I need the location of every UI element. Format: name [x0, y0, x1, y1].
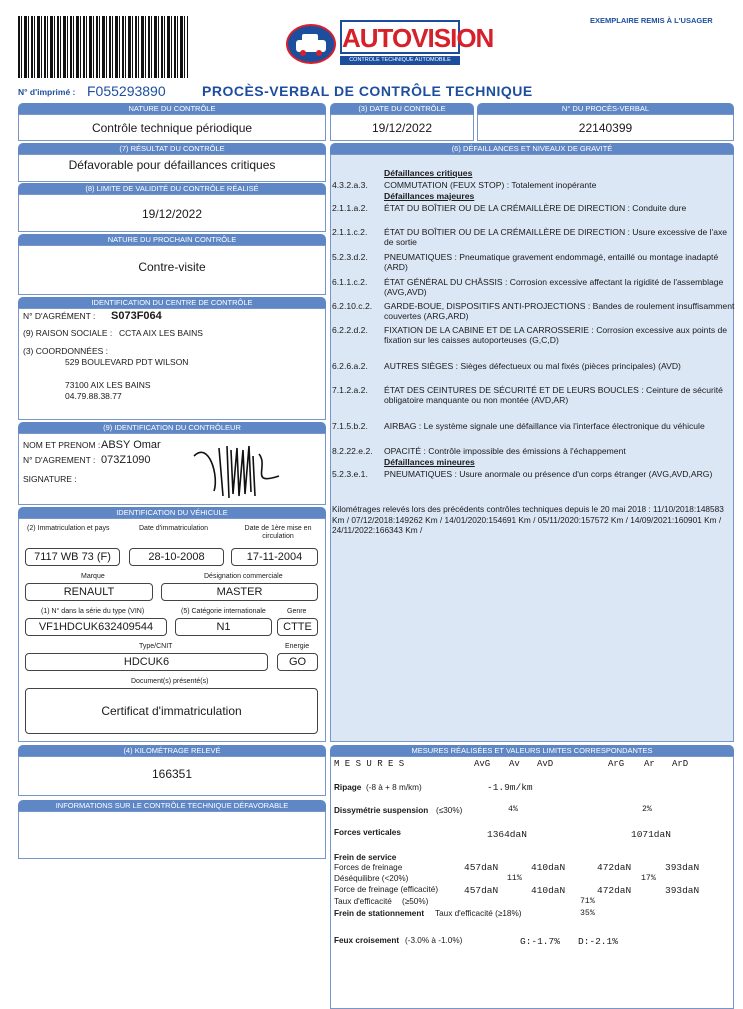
date-circ-value: 17-11-2004 — [231, 548, 318, 566]
taux-label: Taux d'efficacité — [334, 897, 392, 906]
defaillance-item: 7.1.5.b.2. AIRBAG : Le système signale une défaillance via l'interface électronique du véhicule — [332, 421, 705, 431]
centre-phone: 04.79.88.38.77 — [65, 391, 122, 401]
prochain-header: NATURE DU PROCHAIN CONTRÔLE — [18, 234, 326, 245]
col-arg: ArG — [608, 759, 625, 769]
adresse-line1: 529 BOULEVARD PDT WILSON — [65, 357, 189, 367]
nature-value: Contrôle technique périodique — [91, 121, 253, 135]
vin-label: (1) N° dans la série du type (VIN) — [41, 608, 145, 615]
mesures-col-title: M E S U R E S — [334, 759, 405, 769]
ffe-label: Force de freinage (efficacité) — [334, 885, 439, 894]
centre-agrement-label: N° D'AGRÉMENT : — [23, 311, 96, 321]
forces-freinage-label: Forces de freinage — [334, 863, 403, 872]
col-ard: ArD — [672, 759, 689, 769]
dissym-label: Dissymétrie suspension — [334, 806, 429, 815]
stationnement-label: Frein de stationnement — [334, 909, 425, 918]
ffe-arg: 472daN — [597, 885, 632, 896]
coord-label: (3) COORDONNÉES : — [23, 346, 109, 356]
controleur-header: (9) IDENTIFICATION DU CONTRÔLEUR — [18, 422, 326, 433]
raison-value: CCTA AIX LES BAINS — [119, 328, 203, 338]
exemplaire-note: EXEMPLAIRE REMIS À L'USAGER — [590, 16, 713, 25]
col-avg: AvG — [474, 759, 491, 769]
nature-box — [18, 114, 326, 141]
feux-d: D:-2.1% — [578, 936, 618, 947]
prochain-box — [18, 245, 326, 295]
nature-header: NATURE DU CONTRÔLE — [18, 103, 326, 114]
dissym-ar: 2% — [642, 805, 652, 814]
date-box — [330, 114, 474, 141]
validite-header: (8) LIMITE DE VALIDITÉ DU CONTRÔLE RÉALISÉ — [18, 183, 326, 194]
kilometrage-header: (4) KILOMÉTRAGE RELEVÉ — [18, 745, 326, 756]
feux-limit: (-3.0% à -1.0%) — [405, 936, 463, 945]
forces-verticales-ar: 1071daN — [631, 829, 671, 840]
date-header: (3) DATE DU CONTRÔLE — [330, 103, 474, 114]
designation-label: Désignation commerciale — [204, 573, 283, 580]
categorie-label: (5) Catégorie internationale — [181, 608, 266, 615]
prochain-value: Contre-visite — [138, 260, 206, 274]
pv-box — [477, 114, 734, 141]
date-value: 19/12/2022 — [371, 121, 433, 135]
ripage-limit: (-8 à + 8 m/km) — [366, 783, 422, 792]
feux-label: Feux croisement — [334, 936, 400, 945]
defaillance-item: 6.2.2.d.2. FIXATION DE LA CABINE ET DE LA CARROSSERIE : Corrosion excessive aux points de fixation sur les caisses autoporteuses (G,C,D) — [332, 325, 728, 346]
pv-header: N° DU PROCÈS-VERBAL — [477, 103, 734, 114]
kilometrages-history: Kilométrages relevés lors des précédents contrôles techniques depuis le 20 mai 2018 : 11/10/2018:148583 Km / 07/12/2018:149262 Km / 14/01/2020:154691 Km / 05/11/2020:157572 Km / 14/09/2021:160901 Km / 24/11/2022:166343 Km / — [332, 504, 724, 535]
date-circ-label: Date de 1ère mise en circulation — [244, 525, 312, 540]
kilometrage-box — [18, 756, 326, 796]
resultat-value: Défavorable pour défaillances critiques — [68, 158, 276, 172]
raison-label: (9) RAISON SOCIALE : — [23, 328, 113, 338]
resultat-header: (7) RÉSULTAT DU CONTRÔLE — [18, 143, 326, 154]
genre-value: CTTE — [277, 618, 318, 636]
defaillance-item: 6.1.1.c.2. ÉTAT GÉNÉRAL DU CHÂSSIS : Corrosion excessive affectant la rigidité de l'assemblage (AVG,AVD) — [332, 277, 724, 298]
logo-subtitle: CONTROLE TECHNIQUE AUTOMOBILE — [340, 56, 460, 65]
defaillance-item: 6.2.6.a.2. AUTRES SIÈGES : Sièges défectueux ou mal fixés (pièces principales) (AVD) — [332, 361, 681, 371]
immat-label: (2) Immatriculation et pays — [27, 525, 110, 532]
date-immat-value: 28-10-2008 — [129, 548, 224, 566]
stationnement-taux-label: Taux d'efficacité (≥18%) — [435, 909, 522, 918]
ff-avd: 410daN — [531, 862, 566, 873]
centre-header: IDENTIFICATION DU CENTRE DE CONTRÔLE — [18, 297, 326, 308]
categorie-value: N1 — [175, 618, 272, 636]
documents-label: Document(s) présenté(s) — [131, 678, 209, 685]
defaillance-item: 6.2.10.c.2. GARDE-BOUE, DISPOSITIFS ANTI-PROJECTIONS : Bandes de roulement insuffisamment couvertes (ARG,ARD) — [332, 301, 735, 322]
type-label: Type/CNIT — [139, 643, 173, 650]
energie-value: GO — [277, 653, 318, 671]
defaillances-header: (6) DÉFAILLANCES ET NIVEAUX DE GRAVITÉ — [330, 143, 734, 154]
nom-label: NOM ET PRENOM : — [23, 440, 101, 450]
forces-verticales-label: Forces verticales — [334, 828, 401, 837]
mesures-header: MESURES RÉALISÉES ET VALEURS LIMITES CORRESPONDANTES — [330, 745, 734, 756]
adresse-line2: 73100 AIX LES BAINS — [65, 380, 151, 390]
barcode — [18, 16, 188, 78]
defaillance-item: 2.1.1.a.2. ÉTAT DU BOÎTIER OU DE LA CRÉMAILLÈRE DE DIRECTION : Conduite dure — [332, 203, 687, 213]
desequilibre-av: 11% — [507, 874, 522, 883]
vin-value: VF1HDCUK632409544 — [25, 618, 167, 636]
genre-label: Genre — [287, 608, 307, 615]
signature-drawing — [189, 436, 289, 502]
forces-verticales-av: 1364daN — [487, 829, 527, 840]
centre-box — [18, 308, 326, 420]
pv-value: 22140399 — [578, 121, 633, 135]
ff-ard: 393daN — [665, 862, 700, 873]
date-immat-label: Date d'immatriculation — [139, 525, 209, 532]
majeures-title: Défaillances majeures — [384, 191, 475, 201]
energie-label: Energie — [285, 643, 310, 650]
resultat-box — [18, 154, 326, 182]
marque-label: Marque — [81, 573, 105, 580]
imprime-label: N° d'imprimé : — [18, 87, 76, 97]
defaillance-item: 4.3.2.a.3. COMMUTATION (FEUX STOP) : Totalement inopérante — [332, 180, 597, 190]
validite-value: 19/12/2022 — [141, 207, 203, 221]
ff-arg: 472daN — [597, 862, 632, 873]
logo-text: AUTOVISION — [340, 20, 460, 54]
ffe-ard: 393daN — [665, 885, 700, 896]
car-icon — [286, 24, 336, 64]
marque-value: RENAULT — [25, 583, 153, 601]
controleur-agrement-value: 073Z1090 — [101, 454, 151, 466]
ripage-value: -1.9m/km — [487, 782, 533, 793]
ff-avg: 457daN — [464, 862, 499, 873]
signature-label: SIGNATURE : — [23, 474, 77, 484]
nom-value: ABSY Omar — [101, 439, 161, 451]
stationnement-value: 35% — [580, 909, 595, 918]
centre-agrement-value: S073F064 — [111, 310, 162, 322]
defaillance-item: 2.1.1.c.2. ÉTAT DU BOÎTIER OU DE LA CRÉMAILLÈRE DE DIRECTION : Usure excessive de l'axe de sortie — [332, 227, 728, 248]
desequilibre-label: Déséquilibre (<20%) — [334, 874, 409, 883]
desequilibre-ar: 17% — [641, 874, 656, 883]
col-av: Av — [509, 759, 520, 769]
kilometrage-value: 166351 — [151, 767, 193, 781]
defaillance-item: 5.2.3.e.1. PNEUMATIQUES : Usure anormale ou présence d'un corps étranger (AVG,AVD,ARG) — [332, 469, 713, 479]
controleur-box — [18, 433, 326, 505]
documents-value: Certificat d'immatriculation — [25, 688, 318, 734]
defaillance-item: 5.2.3.d.2. PNEUMATIQUES : Pneumatique gravement endommagé, entaillé ou montage inadapté (ARD) — [332, 252, 719, 273]
validite-box — [18, 194, 326, 232]
defaillance-item: 8.2.22.e.2. OPACITÉ : Contrôle impossible des émissions à l'échappement — [332, 446, 626, 456]
informations-header: INFORMATIONS SUR LE CONTRÔLE TECHNIQUE DÉFAVORABLE — [18, 800, 326, 811]
controleur-agrement-label: N° D'AGREMENT : — [23, 455, 96, 465]
col-ar: Ar — [644, 759, 655, 769]
critiques-title: Défaillances critiques — [384, 168, 473, 178]
type-value: HDCUK6 — [25, 653, 268, 671]
autovision-logo — [286, 20, 494, 68]
ffe-avg: 457daN — [464, 885, 499, 896]
immat-value: 7117 WB 73 (F) — [25, 548, 120, 566]
informations-box — [18, 811, 326, 859]
taux-value: 71% — [580, 897, 595, 906]
feux-g: G:-1.7% — [520, 936, 560, 947]
vehicule-header: IDENTIFICATION DU VÉHICULE — [18, 507, 326, 518]
ffe-avd: 410daN — [531, 885, 566, 896]
frein-service-label: Frein de service — [334, 853, 397, 862]
ripage-label: Ripage — [334, 783, 362, 792]
document-title: PROCÈS-VERBAL DE CONTRÔLE TECHNIQUE — [202, 83, 533, 99]
dissym-av: 4% — [508, 805, 518, 814]
dissym-limit: (≤30%) — [436, 806, 463, 815]
taux-limit: (≥50%) — [402, 897, 429, 906]
designation-value: MASTER — [161, 583, 318, 601]
vehicule-box — [18, 518, 326, 742]
imprime-value: F055293890 — [87, 83, 166, 99]
mineures-title: Défaillances mineures — [384, 457, 475, 467]
col-avd: AvD — [537, 759, 554, 769]
defaillance-item: 7.1.2.a.2. ÉTAT DES CEINTURES DE SÉCURITÉ ET DE LEURS BOUCLES : Ceinture de sécurité obligatoire manquante ou non montée (AVD,AR) — [332, 385, 723, 406]
